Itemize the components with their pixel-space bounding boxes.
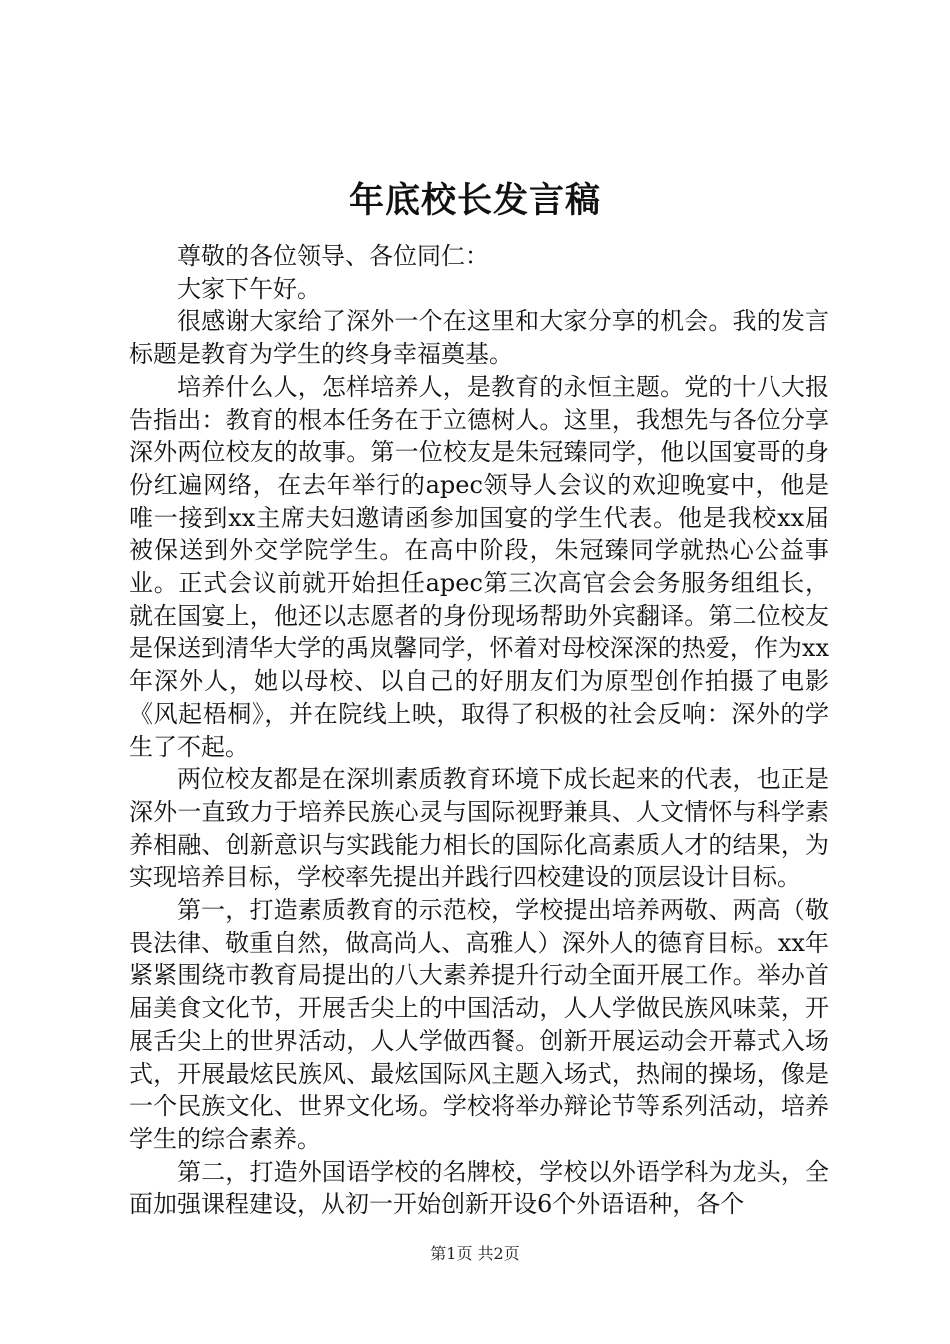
paragraph-first-point: 第一，打造素质教育的示范校，学校提出培养两敬、两高（敬畏法律、敬重自然，做高尚人、高雅人）深外人的德育目标。xx年紧紧围绕市教育局提出的八大素养提升行动全面开展工作。举办首届美食文化节，开展舌尖上的中国活动，人人学做民族风味菜，开展舌尖上的世界活动，人人学做西餐。创新开展运动会开幕式入场式，开展最炫民族风、最炫国际风主题入场式，热闹的操场，像是一个民族文化、世界文化场。学校将举办辩论节等系列活动，培养学生的综合素养。 [129, 896, 829, 1153]
paragraph-education-goals: 两位校友都是在深圳素质教育环境下成长起来的代表，也正是深外一直致力于培养民族心灵与国际视野兼具、人文情怀与科学素养相融、创新意识与实践能力相长的国际化高素质人才的结果，为实现培养目标，学校率先提出并践行四校建设的顶层设计目标。 [129, 765, 829, 892]
page-number-footer: 第1页 共2页 [430, 1244, 520, 1263]
paragraph-intro: 很感谢大家给了深外一个在这里和大家分享的机会。我的发言标题是教育为学生的终身幸福奠基。 [129, 307, 829, 369]
greeting: 大家下午好。 [177, 274, 321, 303]
document-title: 年底校长发言稿 [348, 180, 601, 221]
paragraph-alumni-stories: 培养什么人，怎样培养人，是教育的永恒主题。党的十八大报告指出：教育的根本任务在于立德树人。这里，我想先与各位分享深外两位校友的故事。第一位校友是朱冠臻同学，他以国宴哥的身份红遍网络，在去年举行的apec领导人会议的欢迎晚宴中，他是唯一接到xx主席夫妇邀请函参加国宴的学生代表。他是我校xx届被保送到外交学院学生。在高中阶段，朱冠臻同学就热心公益事业。正式会议前就开始担任apec第三次高官会会务服务组组长，就在国宴上，他还以志愿者的身份现场帮助外宾翻译。第二位校友是保送到清华大学的禹岚馨同学，怀着对母校深深的热爱，作为xx年深外人，她以母校、以自己的好朋友们为原型创作拍摄了电影《风起梧桐》，并在院线上映，取得了积极的社会反响：深外的学生了不起。 [129, 372, 829, 761]
salutation: 尊敬的各位领导、各位同仁： [177, 242, 489, 270]
paragraph-second-point: 第二，打造外国语学校的名牌校，学校以外语学科为龙头，全面加强课程建设，从初一开始创新开设6个外语语种，各个 [129, 1157, 829, 1219]
document-body [129, 240, 829, 1221]
